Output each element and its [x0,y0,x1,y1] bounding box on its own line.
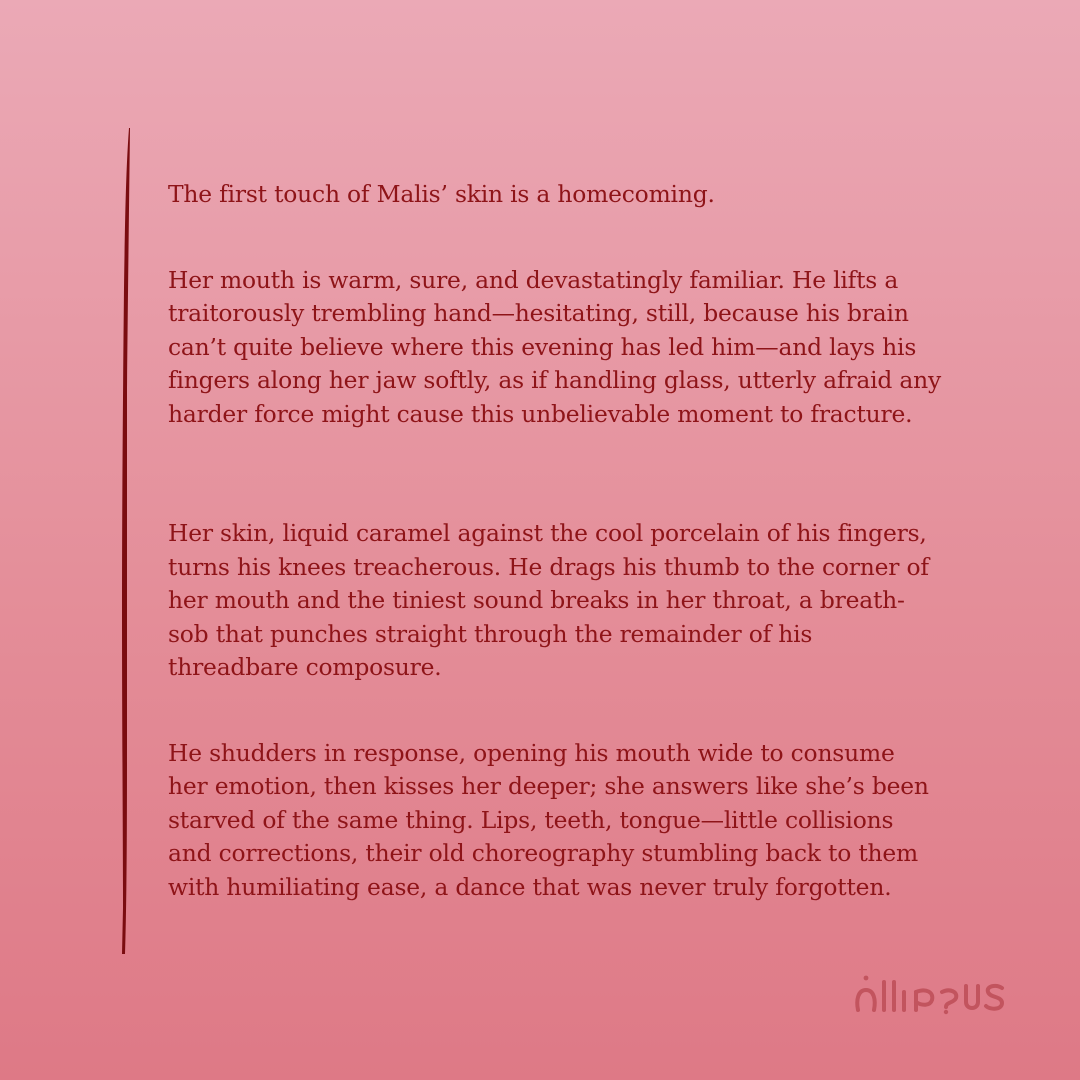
ellipsus-logo-icon [852,972,1008,1016]
decorative-vertical-line [112,128,136,954]
story-text [168,178,1028,904]
paragraph-1: The first touch of Malis’ skin is a homecoming. [168,180,715,208]
paragraph-2: Her mouth is warm, sure, and devastatingly familiar. He lifts a traitorously trembling hand—hesitating, still, because his brain can’t quite believe where this evening has led him—and lays his fingers along her jaw softly, as if handling glass, utterly afraid any harder force might cause this unbelievable moment to fracture. [168,265,941,428]
paragraph-4: He shudders in response, opening his mouth wide to consume her emotion, then kisses her deeper; she answers like she’s been starved of the same thing. Lips, teeth, tongue—little collisions and corrections, their old choreography stumbling back to them with humiliating ease, a dance that was never truly forgotten. [168,738,929,901]
paragraph-3: Her skin, liquid caramel against the cool porcelain of his fingers, turns his knees treacherous. He drags his thumb to the corner of her mouth and the tiniest sound breaks in her throat, a breath- sob that punches straight through the remainder of his threadbare composure. [168,519,929,681]
